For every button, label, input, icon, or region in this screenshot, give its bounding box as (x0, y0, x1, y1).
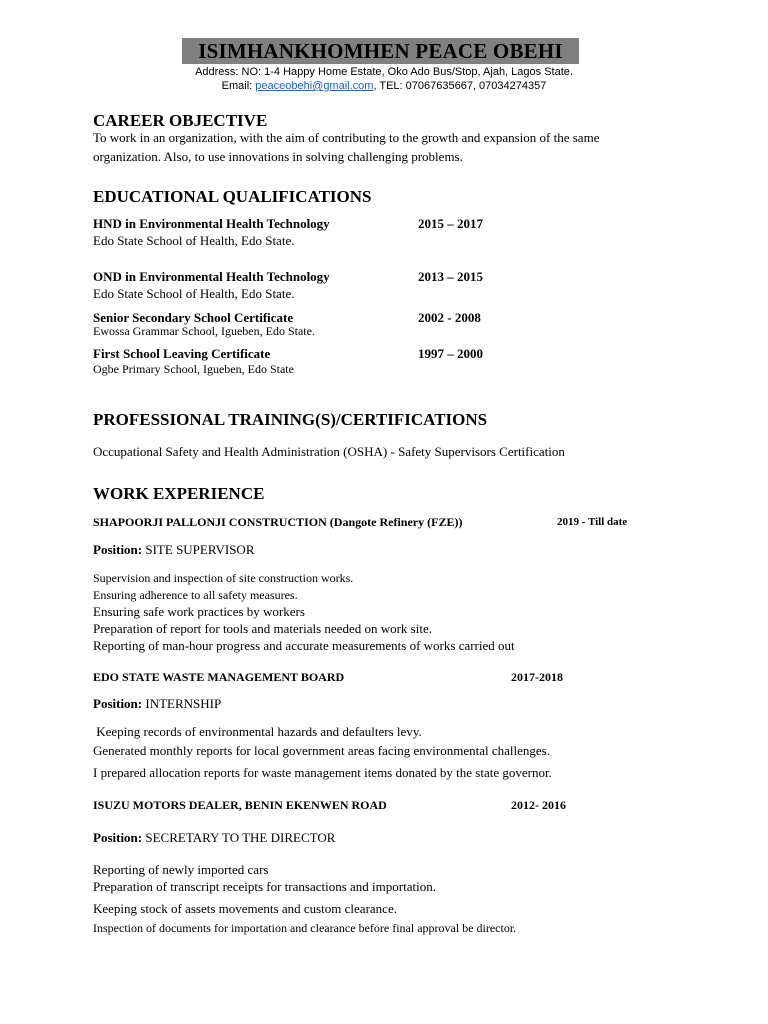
position-title: SITE SUPERVISOR (145, 542, 255, 557)
position-label: Position: (93, 830, 143, 845)
qualification-years: 2015 – 2017 (418, 216, 483, 231)
contact-line (0, 80, 768, 92)
duty-item: Ensuring adherence to all safety measures. (93, 588, 298, 602)
qualification-years: 2013 – 2015 (418, 269, 483, 284)
position-line (93, 542, 255, 558)
training-heading: PROFESSIONAL TRAINING(S)/CERTIFICATIONS (93, 410, 488, 429)
duty-item: I prepared allocation reports for waste management items donated by the state governor. (93, 765, 552, 780)
employment-period: 2012- 2016 (511, 798, 566, 812)
qualification-title: First School Leaving Certificate (93, 346, 271, 361)
certification-item: Occupational Safety and Health Administration (OSHA) - Safety Supervisors Certification (93, 444, 565, 459)
duty-item: Supervision and inspection of site construction works. (93, 571, 354, 585)
position-title: SECRETARY TO THE DIRECTOR (145, 830, 336, 845)
phone-numbers: , TEL: 07067635667, 07034274357 (373, 80, 547, 92)
career-objective-line: organization. Also, to use innovations in solving challenging problems. (93, 149, 463, 164)
employer-name: EDO STATE WASTE MANAGEMENT BOARD (93, 670, 345, 684)
employer-name: SHAPOORJI PALLONJI CONSTRUCTION (Dangote Refinery (FZE)) (93, 515, 463, 529)
position-title: INTERNSHIP (145, 696, 222, 711)
employment-period: 2019 - Till date (557, 516, 628, 528)
career-objective-line: To work in an organization, with the aim of contributing to the growth and expansion of the same (93, 130, 600, 145)
duty-item: Preparation of report for tools and materials needed on work site. (93, 621, 432, 636)
position-line (93, 830, 335, 846)
qualification-title: HND in Environmental Health Technology (93, 216, 330, 231)
duty-item: Inspection of documents for importation and clearance before final approval be director. (93, 921, 517, 935)
qualification-title: OND in Environmental Health Technology (93, 269, 330, 284)
education-heading: EDUCATIONAL QUALIFICATIONS (93, 187, 372, 206)
work-experience-heading: WORK EXPERIENCE (93, 484, 265, 503)
address-line: Address: NO: 1-4 Happy Home Estate, Oko Ado Bus/Stop, Ajah, Lagos State. (195, 66, 573, 78)
employer-name: ISUZU MOTORS DEALER, BENIN EKENWEN ROAD (93, 798, 387, 812)
duty-item: Keeping stock of assets movements and custom clearance. (93, 901, 397, 916)
qualification-school: Ewossa Grammar School, Igueben, Edo State. (93, 324, 315, 338)
duty-item: Preparation of transcript receipts for transactions and importation. (93, 879, 436, 894)
position-label: Position: (93, 542, 143, 557)
duty-item: Ensuring safe work practices by workers (93, 604, 305, 619)
qualification-title: Senior Secondary School Certificate (93, 310, 294, 325)
employment-period: 2017-2018 (511, 670, 563, 684)
applicant-name: ISIMHANKHOMHEN PEACE OBEHI (182, 38, 579, 64)
email-link[interactable]: peaceobehi@gmail.com (255, 80, 374, 92)
duty-item: Reporting of man-hour progress and accurate measurements of works carried out (93, 638, 515, 653)
qualification-years: 1997 – 2000 (418, 346, 483, 361)
duty-item: Generated monthly reports for local government areas facing environmental challenges. (93, 743, 550, 758)
email-label: Email: (221, 80, 256, 92)
duty-item: Reporting of newly imported cars (93, 862, 269, 877)
position-label: Position: (93, 696, 143, 711)
career-objective-heading: CAREER OBJECTIVE (93, 111, 268, 130)
qualification-school: Ogbe Primary School, Igueben, Edo State (93, 362, 294, 376)
qualification-school: Edo State School of Health, Edo State. (93, 286, 295, 301)
qualification-school: Edo State School of Health, Edo State. (93, 233, 295, 248)
qualification-years: 2002 - 2008 (418, 310, 481, 325)
duty-item: Keeping records of environmental hazards and defaulters levy. (93, 724, 422, 739)
position-line (93, 696, 221, 712)
